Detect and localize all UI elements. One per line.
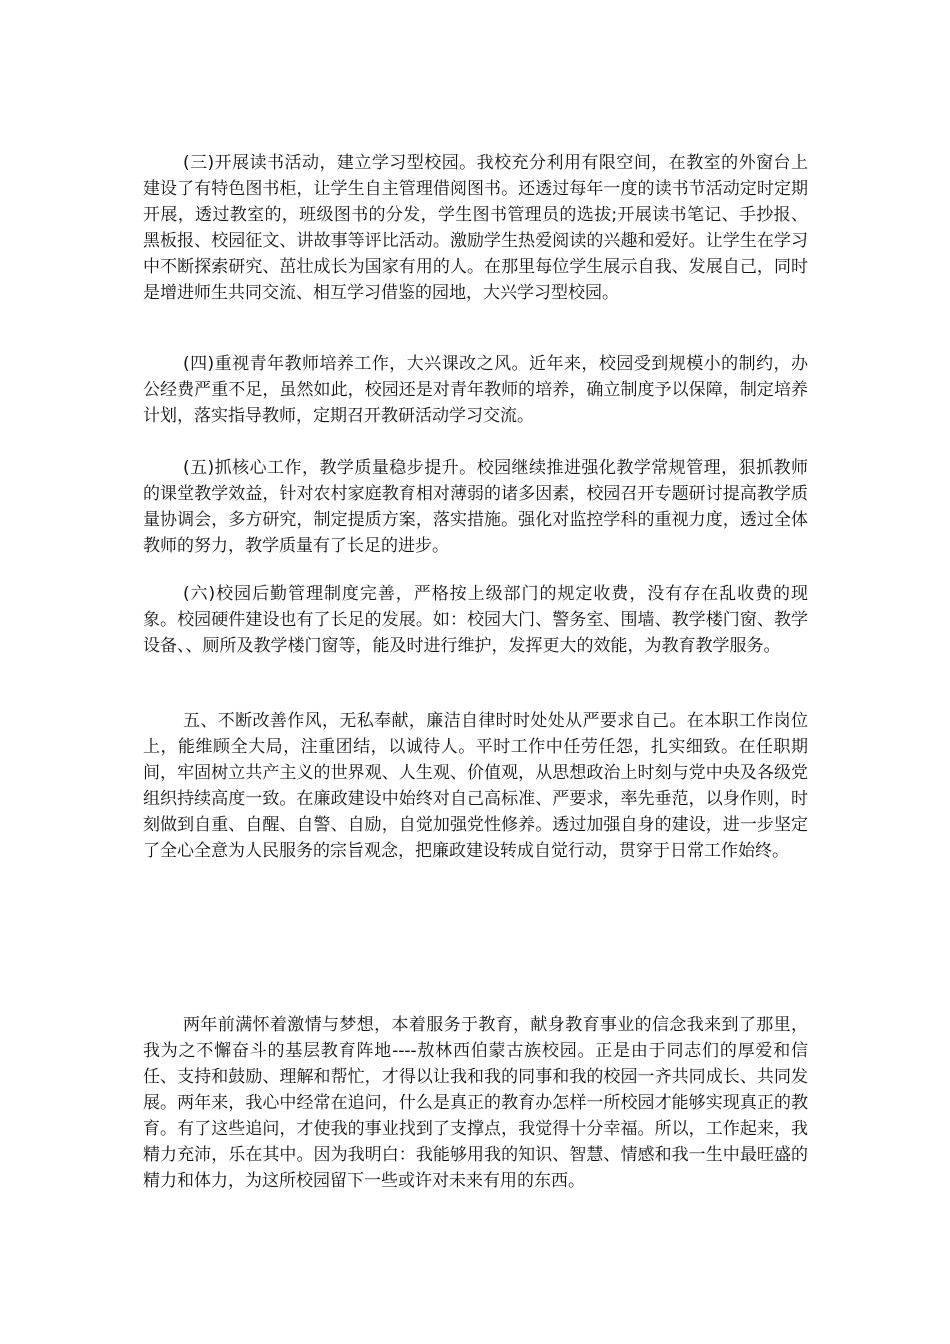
paragraph-young-teachers: (四)重视青年教师培养工作，大兴课改之风。近年来，校园受到规模小的制约，办公经费严重不足，虽然如此，校园还是对青年教师的培养，确立制度予以保障，制定培养计划，落实指导教师，定期召开教研活动学习交流。 — [143, 354, 808, 426]
paragraph-reading-activities: (三)开展读书活动，建立学习型校园。我校充分利用有限空间，在教室的外窗台上建设了有特色图书柜，让学生自主管理借阅图书。还透过每年一度的读书节活动定时定期开展，透过教室的，班级图书的分发，学生图书管理员的选拔;开展读书笔记、手抄报、黑板报、校园征文、讲故事等评比活动。激励学生热爱阅读的兴趣和爱好。让学生在学习中不断探索研究、茁壮成长为国家有用的人。在那里每位学生展示自我、发展自己，同时是增进师生共同交流、相互学习借鉴的园地，大兴学习型校园。 — [143, 153, 808, 303]
paragraph-logistics: (六)校园后勤管理制度完善，严格按上级部门的规定收费，没有存在乱收费的现象。校园硬件建设也有了长足的发展。如：校园大门、警务室、围墙、教学楼门窗、教学设备、、厕所及教学楼门窗等，能及时进行维护，发挥更大的效能，为教育教学服务。 — [143, 584, 808, 656]
paragraph-teaching-quality: (五)抓核心工作，教学质量稳步提升。校园继续推进强化教学常规管理，狠抓教师的课堂教学效益，针对农村家庭教育相对薄弱的诸多因素，校园召开专题研讨提高教学质量协调会，多方研究，制定提质方案，落实措施。强化对监控学科的重视力度，透过全体教师的努力，教学质量有了长足的进步。 — [143, 458, 808, 556]
paragraph-two-years: 两年前满怀着激情与梦想，本着服务于教育，献身教育事业的信念我来到了那里，我为之不懈奋斗的基层教育阵地----敖林西伯蒙古族校园。正是由于同志们的厚爱和信任、支持和鼓励、理解和帮忙，才得以让我和我的同事和我的校园一齐共同成长、共同发展。两年来，我心中经常在追问，什么是真正的教育办怎样一所校园才能够实现真正的教育。有了这些追问，才使我的事业找到了支撑点，我觉得十分幸福。所以，工作起来，我精力充沛，乐在其中。因为我明白：我能够用我的知识、智慧、情感和我一生中最旺盛的精力和体力，为这所校园留下一些或许对未来有用的东西。 — [143, 1015, 808, 1191]
paragraph-work-style: 五、不断改善作风，无私奉献，廉洁自律时时处处从严要求自己。在本职工作岗位上，能维顾全大局，注重团结，以诚待人。平时工作中任劳任怨，扎实细致。在任职期间，牢固树立共产主义的世界观、人生观、价值观，从思想政治上时刻与党中央及各级党组织持续高度一致。在廉政建设中始终对自己高标准、严要求，率先垂范，以身作则，时刻做到自重、自醒、自警、自励，自觉加强党性修养。透过加强自身的建设，进一步坚定了全心全意为人民服务的宗旨观念，把廉政建设转成自觉行动，贯穿于日常工作始终。 — [143, 711, 808, 861]
